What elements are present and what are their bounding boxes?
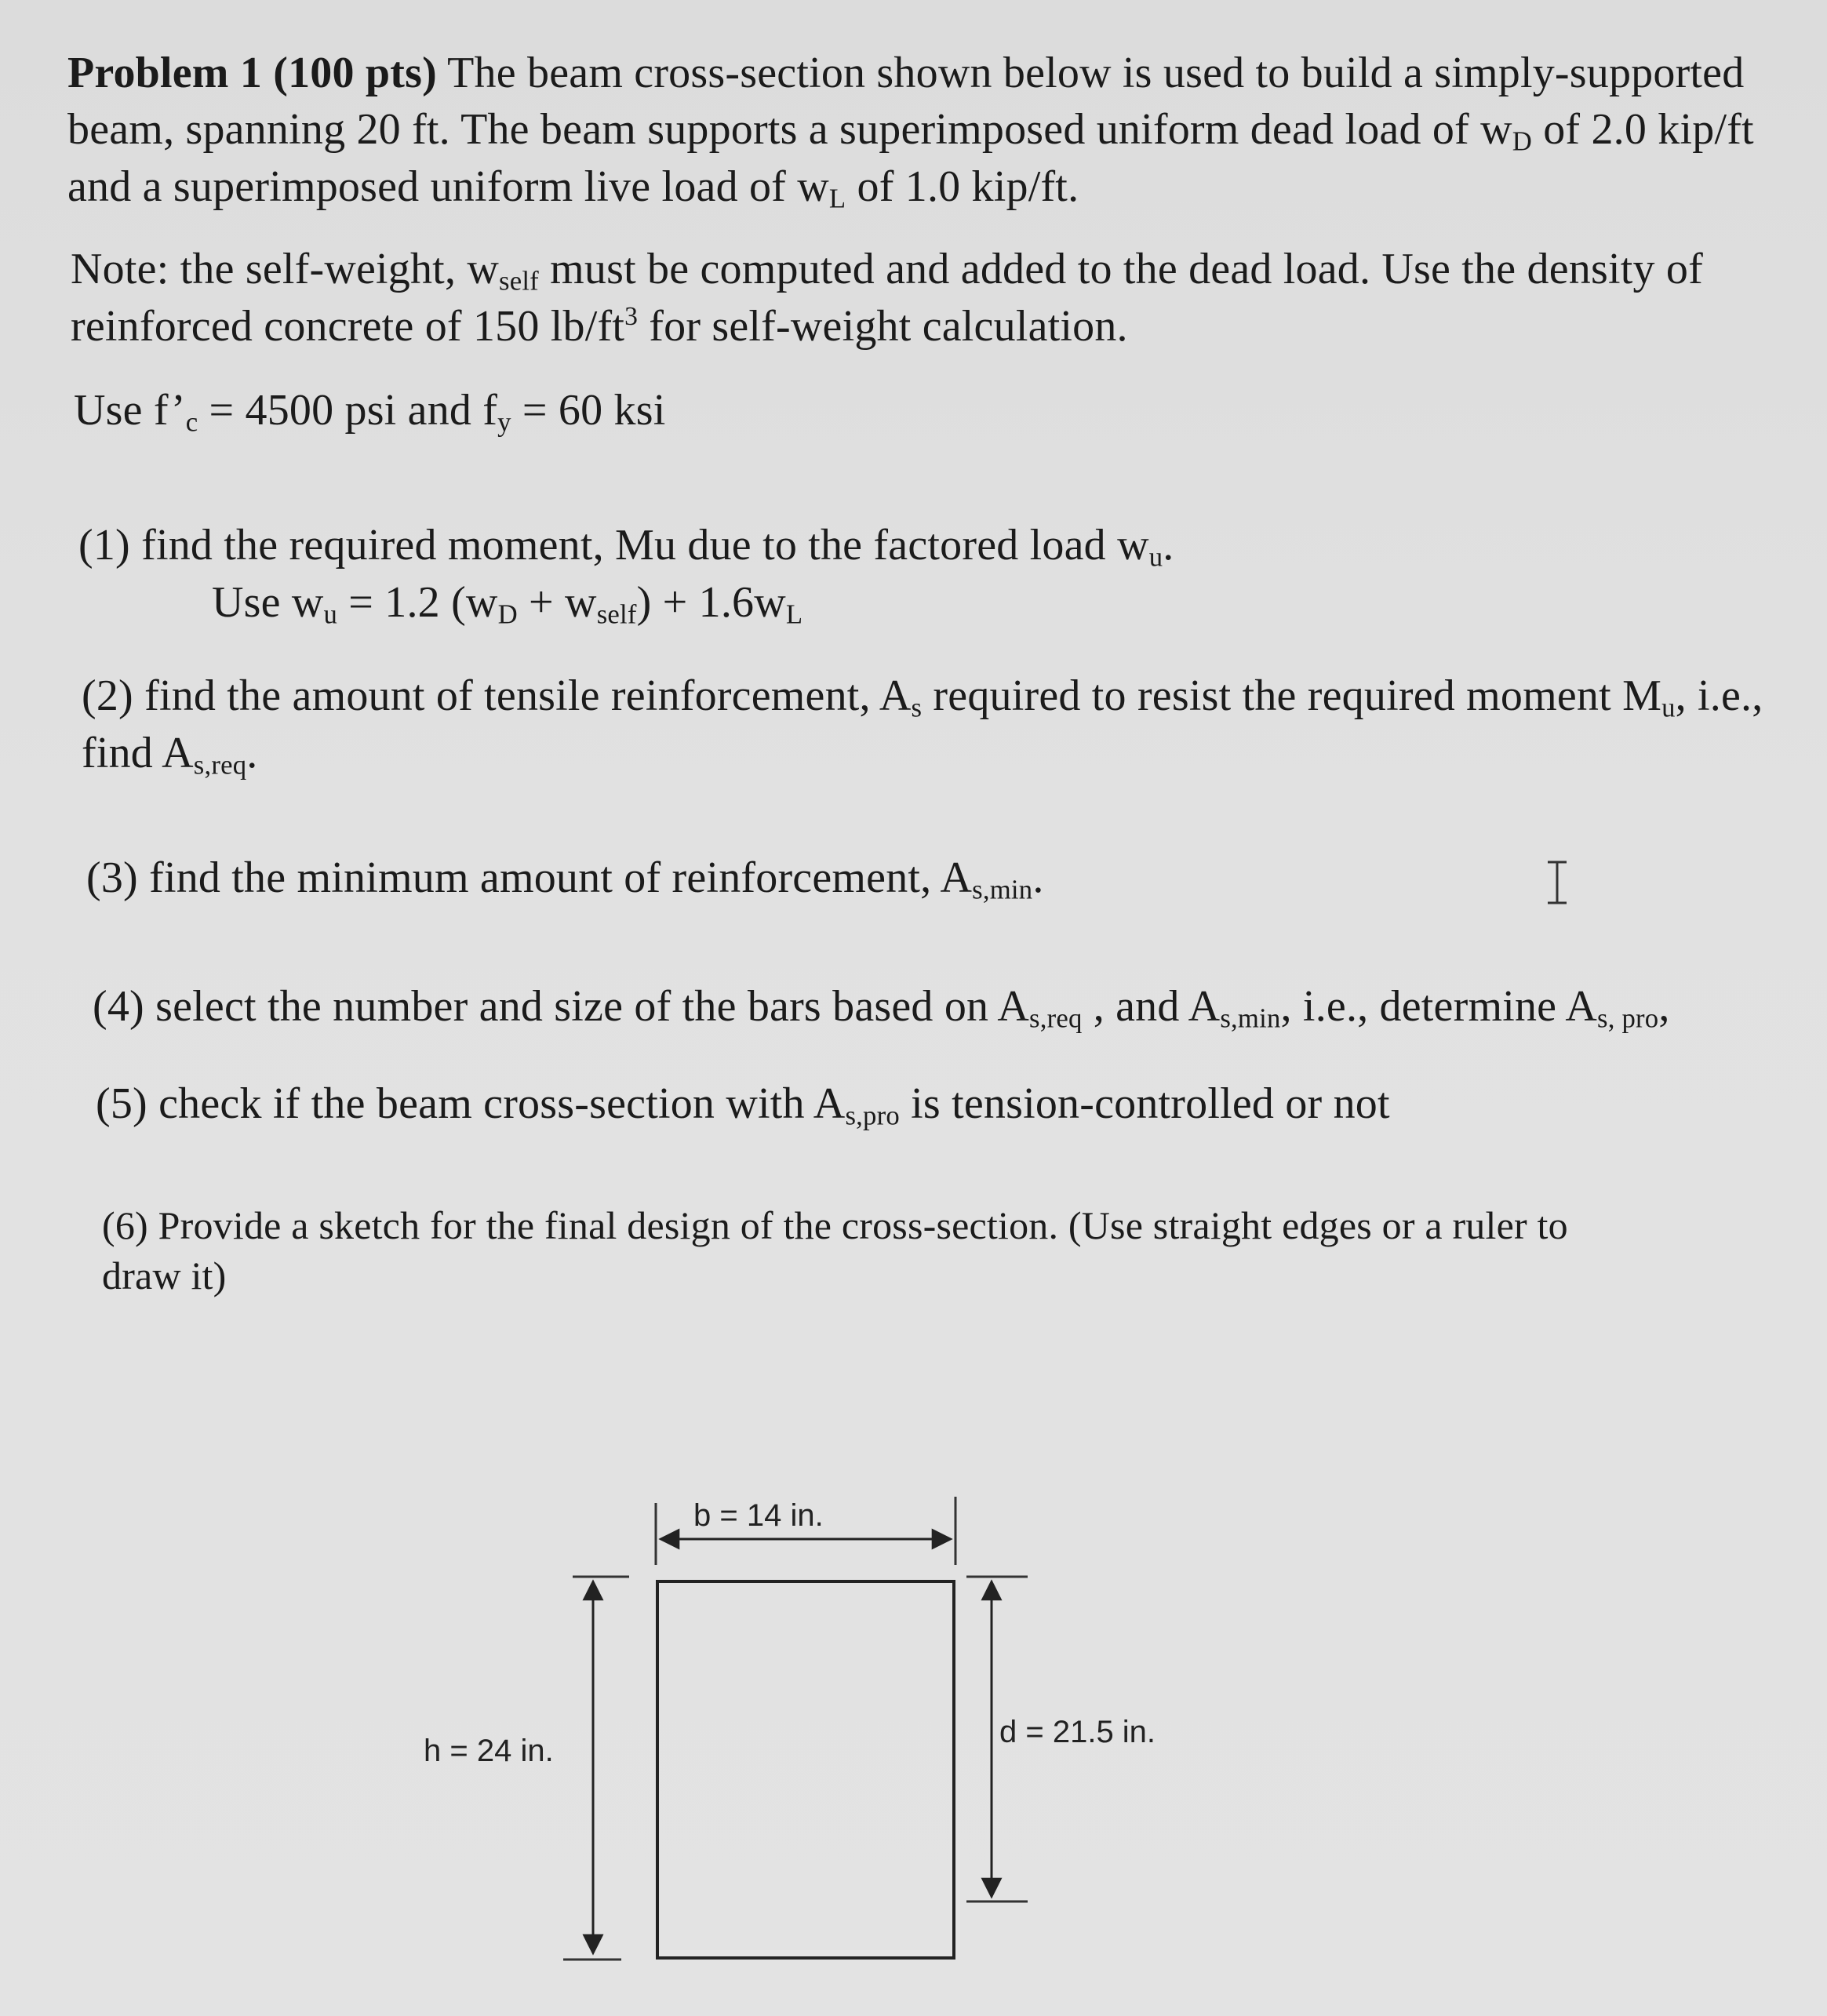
beam-section-rectangle [657, 1581, 954, 1958]
note-line2-a: reinforced concrete of 150 lb/ft [71, 302, 625, 351]
step3-period: . [1032, 853, 1044, 902]
step-6 [102, 1200, 1568, 1301]
sub-l: L [828, 183, 846, 214]
step4-comma: , [1658, 982, 1670, 1031]
sup-3: 3 [624, 301, 639, 331]
text-cursor-icon [1541, 859, 1573, 906]
fc-label: Use f’ [74, 386, 186, 435]
step4-text: (4) select the number and size of the bars based on A [93, 982, 1029, 1031]
step5-text: (5) check if the beam cross-section with A [96, 1079, 846, 1128]
step3-text: (3) find the minimum amount of reinforcement, A [86, 853, 973, 902]
step1-text: (1) find the required moment, Mu due to the factored load w [78, 521, 1149, 570]
eq-part-b: = 1.2 (w [337, 578, 498, 628]
eq-part-d: ) + 1.6w [636, 578, 786, 628]
step6-line2: draw it) [102, 1254, 227, 1297]
sub-u: u [323, 599, 338, 630]
sub-d: D [497, 599, 518, 630]
fy-value: = 60 ksi [511, 386, 666, 435]
step5-text-b: is tension-controlled or not [899, 1079, 1390, 1128]
live-load-value: of 1.0 kip/ft. [846, 162, 1079, 211]
b-dimension-label: b = 14 in. [693, 1498, 824, 1533]
sub-s: s [911, 692, 923, 723]
note-line2-b: for self-weight calculation. [638, 302, 1128, 351]
sub-y: y [497, 406, 511, 438]
d-dimension-label: d = 21.5 in. [999, 1715, 1156, 1749]
step4-text-c: , i.e., determine A [1280, 982, 1597, 1031]
sub-self: self [499, 265, 539, 297]
step-2 [82, 668, 1763, 783]
fc-value: = 4500 psi and f [198, 386, 498, 435]
step1-period: . [1163, 521, 1174, 570]
step6-line1: (6) Provide a sketch for the final design of the cross-section. (Use straight edges or a ruler to [102, 1203, 1568, 1247]
step-3 [86, 850, 1044, 908]
dead-load-value: of 2.0 kip/ft [1532, 104, 1754, 154]
step2-text: (2) find the amount of tensile reinforcement, A [82, 671, 912, 720]
step4-text-b: , and A [1082, 982, 1221, 1031]
eq-use-w: Use w [212, 578, 324, 628]
note-line1-a: Note: the self-weight, w [71, 245, 499, 293]
sub-s-pro: s, pro [1597, 1003, 1659, 1034]
height-dimension [563, 1577, 629, 1960]
problem-intro-line1: The beam cross-section shown below is used to build a simply-supported [436, 49, 1745, 97]
problem-intro-line2: beam, spanning 20 ft. The beam supports a superimposed uniform dead load of w [67, 104, 1512, 154]
step2-line2: find A [82, 729, 194, 778]
sub-u: u [1148, 541, 1163, 573]
sub-d: D [1512, 126, 1533, 157]
note-paragraph [71, 242, 1703, 355]
h-dimension-label: h = 24 in. [424, 1734, 554, 1768]
note-line1-b: must be computed and added to the dead load. Use the density of [538, 245, 1703, 293]
step2-text-b: required to resist the required moment M [922, 671, 1662, 720]
sub-s-pro: s,pro [845, 1100, 900, 1131]
sub-self: self [596, 599, 637, 630]
step2-period: . [246, 729, 258, 778]
problem-heading: Problem 1 (100 pts) [67, 49, 437, 97]
step2-text-c: , i.e., [1675, 671, 1763, 720]
sub-l: L [785, 599, 803, 630]
sub-u: u [1661, 692, 1676, 723]
step-5 [96, 1076, 1390, 1134]
problem-intro-line3: and a superimposed uniform live load of w [67, 162, 829, 211]
sub-s-min: s,min [972, 874, 1033, 905]
sub-s-min: s,min [1220, 1003, 1281, 1034]
problem-statement [67, 45, 1754, 217]
sub-s-req: s,req [193, 749, 247, 781]
sub-s-req: s,req [1028, 1003, 1083, 1034]
sub-c: c [185, 406, 198, 438]
eq-part-c: + w [517, 578, 597, 628]
step-4 [93, 979, 1670, 1036]
materials-line [74, 383, 665, 440]
step-1 [78, 518, 1174, 632]
